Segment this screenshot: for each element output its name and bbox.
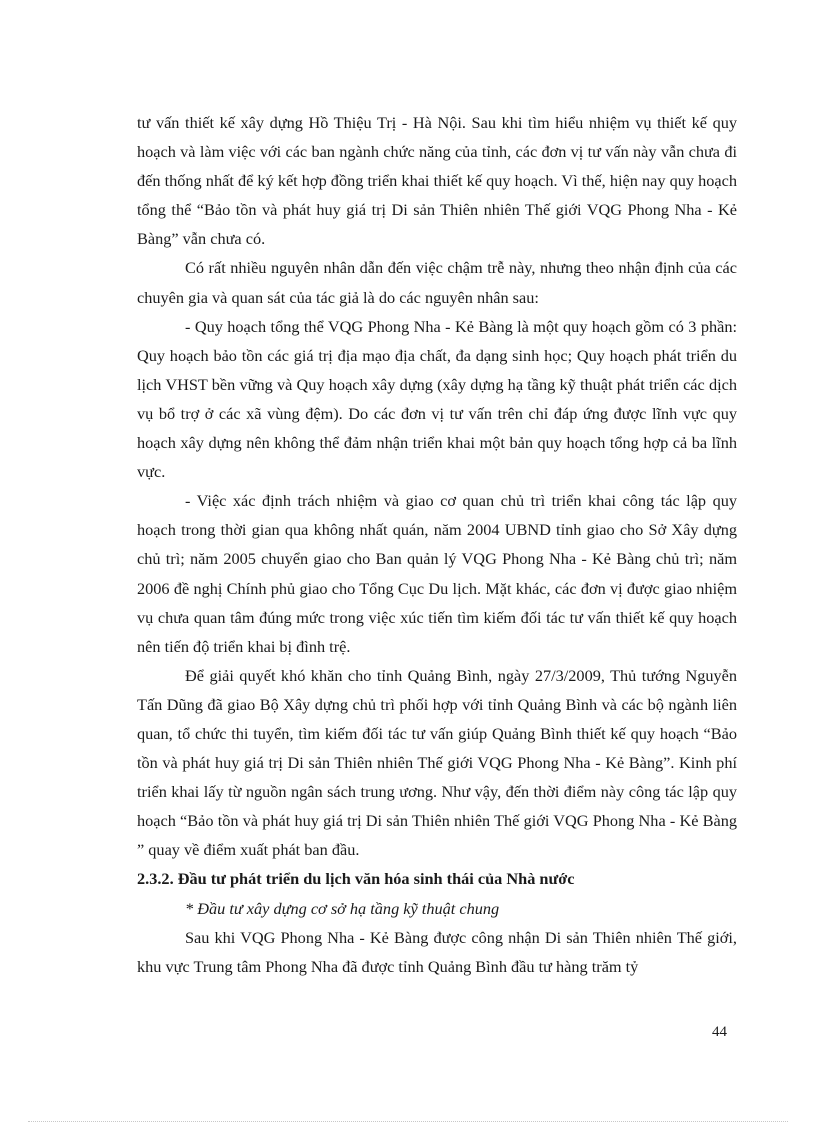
paragraph-resolution: Để giải quyết khó khăn cho tỉnh Quảng Bình, ngày 27/3/2009, Thủ tướng Nguyễn Tấn Dũng đã giao Bộ Xây dựng chủ trì phối hợp với tỉnh Quảng Bình và các bộ ngành liên quan, tổ chức thi tuyển, tìm kiếm đối tác tư vấn giúp Quảng Bình thiết kế quy hoạch “Bảo tồn và phát huy giá trị Di sản Thiên nhiên Thế giới VQG Phong Nha - Kẻ Bàng”. Kinh phí triển khai lấy từ nguồn ngân sách trung ương. Như vậy, đến thời điểm này công tác lập quy hoạch “Bảo tồn và phát huy giá trị Di sản Thiên nhiên Thế giới VQG Phong Nha - Kẻ Bàng ” quay về điểm xuất phát ban đầu. [137,665,737,860]
paragraph-continuation: tư vấn thiết kế xây dựng Hồ Thiệu Trị - Hà Nội. Sau khi tìm hiểu nhiệm vụ thiết kế quy hoạch và làm việc với các ban ngành chức năng của tỉnh, các đơn vị tư vấn này vẫn chưa đi đến thống nhất để ký kết hợp đồng triển khai thiết kế quy hoạch. Vì thế, hiện nay quy hoạch tổng thể “Bảo tồn và phát huy giá trị Di sản Thiên nhiên Thế giới VQG Phong Nha - Kẻ Bàng” vẫn chưa có. [137,113,737,249]
paragraph-investment: Sau khi VQG Phong Nha - Kẻ Bàng được công nhận Di sản Thiên nhiên Thế giới, khu vực Trung tâm Phong Nha đã được tỉnh Quảng Bình đầu tư hàng trăm tỷ [137,927,737,976]
document-page [137,108,737,981]
page-number: 44 [712,1024,727,1040]
paragraph-cause-1: - Quy hoạch tổng thể VQG Phong Nha - Kẻ Bàng là một quy hoạch gồm có 3 phần: Quy hoạch bảo tồn các giá trị địa mạo địa chất, đa dạng sinh học; Quy hoạch phát triển du lịch VHST bền vững và Quy hoạch xây dựng (xây dựng hạ tầng kỹ thuật phát triển các dịch vụ bổ trợ ở các xã vùng đệm). Do các đơn vị tư vấn trên chỉ đáp ứng được lĩnh vực quy hoạch xây dựng nên không thể đảm nhận triển khai một bản quy hoạch tổng hợp cả ba lĩnh vực. [137,316,737,482]
paragraph-causes-intro: Có rất nhiều nguyên nhân dẫn đến việc chậm trễ này, nhưng theo nhận định của các chuyên gia và quan sát của tác giả là do các nguyên nhân sau: [137,258,737,307]
page-bottom-divider [28,1121,788,1122]
paragraph-cause-2: - Việc xác định trách nhiệm và giao cơ quan chủ trì triển khai công tác lập quy hoạch trong thời gian qua không nhất quán, năm 2004 UBND tỉnh giao cho Sở Xây dựng chủ trì; năm 2005 chuyển giao cho Ban quản lý VQG Phong Nha - Kẻ Bàng chủ trì; năm 2006 đề nghị Chính phủ giao cho Tổng Cục Du lịch. Mặt khác, các đơn vị được giao nhiệm vụ chưa quan tâm đúng mức trong việc xúc tiến tìm kiếm đối tác tư vấn thiết kế quy hoạch nên tiến độ triển khai bị đình trệ. [137,491,737,656]
section-heading: 2.3.2. Đầu tư phát triển du lịch văn hóa sinh thái của Nhà nước [137,869,575,889]
subsection-heading: * Đầu tư xây dựng cơ sở hạ tầng kỹ thuật chung [185,898,500,918]
